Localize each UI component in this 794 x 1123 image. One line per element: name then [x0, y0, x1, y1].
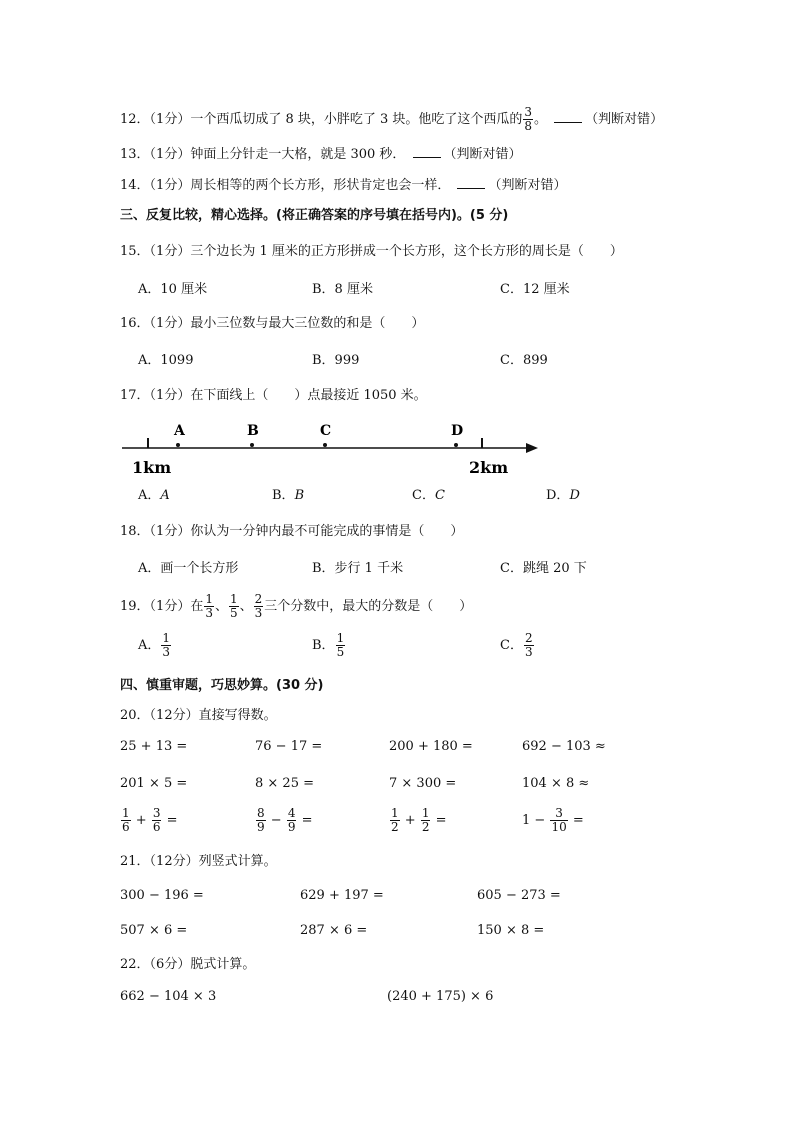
point-a [176, 443, 180, 447]
fraction: $\frac{3}{6}$ [152, 806, 161, 834]
calc-item: 150 × 8 = [477, 923, 545, 938]
judge-hint: （判断对错） [443, 147, 522, 162]
fraction: $\frac{1}{2}$ [421, 806, 430, 834]
question-19: 19．（1分）在 $\frac{1}{3}$ 、 $\frac{1}{5}$ 、 $\frac{2}{3}$ 三个分数中，最大的分数是（ ） [120, 592, 473, 620]
calc-item: $\frac{1}{6}$ + $\frac{3}{6}$ = [122, 806, 178, 834]
option-c[interactable]: C． $\frac{2}{3}$ [500, 631, 533, 659]
answer-blank[interactable] [554, 110, 582, 123]
option-a[interactable]: A． $\frac{1}{3}$ [138, 631, 171, 659]
option-c[interactable]: C．899 [500, 353, 548, 368]
calc-item: 200 + 180 = [389, 739, 473, 754]
calc-item: 692 − 103 ≈ [522, 739, 606, 754]
answer-blank[interactable] [413, 145, 441, 158]
calc-item: 25 + 13 = [120, 739, 188, 754]
fraction: $\frac{1}{3}$ [162, 631, 171, 659]
section-4-heading: 四、慎重审题，巧思妙算。(30 分) [120, 678, 324, 693]
section-3-heading: 三、反复比较，精心选择。(将正确答案的序号填在括号内)。(5 分) [120, 208, 509, 223]
option-c[interactable]: C．C [412, 488, 445, 503]
question-12: 12．（1分）一个西瓜切成了 8 块，小胖吃了 3 块。他吃了这个西瓜的 $\frac{3}{8}$ 。 （判断对错） [120, 105, 664, 133]
fraction: $\frac{2}{3}$ [254, 592, 263, 620]
point-d-label: D [451, 423, 464, 439]
question-13-text: 13．（1分）钟面上分针走一大格，就是 300 秒． [120, 147, 406, 162]
calc-item: $\frac{8}{9}$ − $\frac{4}{9}$ = [257, 806, 313, 834]
question-16-text: 16．（1分）最小三位数与最大三位数的和是（ ） [120, 316, 425, 331]
option-b[interactable]: B．步行 1 千米 [312, 561, 404, 576]
fraction: $\frac{3}{8}$ [524, 105, 533, 133]
point-c [323, 443, 327, 447]
fraction: $\frac{1}{6}$ [122, 806, 130, 834]
question-17-text: 17．（1分）在下面线上（ ）点最接近 1050 米。 [120, 388, 427, 403]
option-a[interactable]: A．画一个长方形 [138, 561, 239, 576]
fraction: $\frac{1}{5}$ [229, 592, 238, 620]
fraction: $\frac{1}{2}$ [391, 806, 399, 834]
question-12-text: 12．（1分）一个西瓜切成了 8 块，小胖吃了 3 块。他吃了这个西瓜的 [120, 112, 523, 127]
calc-item: 8 × 25 = [255, 776, 314, 791]
calc-item: 201 × 5 = [120, 776, 188, 791]
option-a[interactable]: A．10 厘米 [138, 282, 208, 297]
start-label: 1km [132, 458, 172, 477]
option-d[interactable]: D．D [546, 488, 580, 503]
calc-item: 7 × 300 = [389, 776, 457, 791]
calc-item: (240 + 175) × 6 [387, 989, 494, 1004]
judge-hint: （判断对错） [585, 112, 664, 127]
point-c-label: C [320, 423, 332, 439]
fraction: $\frac{3}{10}$ [551, 806, 567, 834]
calc-item: 605 − 273 = [477, 888, 561, 903]
calc-item: 507 × 6 = [120, 923, 188, 938]
option-b[interactable]: B．999 [312, 353, 360, 368]
question-14 [120, 176, 566, 195]
fraction: $\frac{1}{5}$ [336, 631, 345, 659]
option-a[interactable]: A．A [138, 488, 170, 503]
option-a[interactable]: A．1099 [138, 353, 194, 368]
fraction: $\frac{1}{3}$ [205, 592, 213, 620]
calc-item: 287 × 6 = [300, 923, 368, 938]
question-15-text: 15．（1分）三个边长为 1 厘米的正方形拼成一个长方形，这个长方形的周长是（ ） [120, 244, 623, 259]
point-b-label: B [247, 423, 259, 439]
fraction: $\frac{8}{9}$ [257, 806, 265, 834]
fraction: $\frac{2}{3}$ [524, 631, 533, 659]
calc-item: 300 − 196 = [120, 888, 204, 903]
calc-item: 629 + 197 = [300, 888, 384, 903]
calc-item: 76 − 17 = [255, 739, 323, 754]
calc-item: $\frac{1}{2}$ + $\frac{1}{2}$ = [391, 806, 447, 834]
point-b [250, 443, 254, 447]
question-22-text: 22．（6分）脱式计算。 [120, 957, 256, 972]
option-b[interactable]: B．B [272, 488, 305, 503]
option-b[interactable]: B． $\frac{1}{5}$ [312, 631, 345, 659]
arrow-head [526, 443, 538, 453]
judge-hint: （判断对错） [488, 178, 567, 193]
question-18-text: 18．（1分）你认为一分钟内最不可能完成的事情是（ ） [120, 524, 464, 539]
answer-blank[interactable] [457, 176, 485, 189]
calc-item: 1 − $\frac{3}{10}$ = [522, 806, 584, 834]
fraction: $\frac{4}{9}$ [287, 806, 296, 834]
end-label: 2km [469, 458, 509, 477]
question-21-text: 21．（12分）列竖式计算。 [120, 854, 277, 869]
calc-item: 104 × 8 ≈ [522, 776, 590, 791]
point-a-label: A [174, 423, 185, 439]
option-b[interactable]: B．8 厘米 [312, 282, 373, 297]
question-20-text: 20．（12分）直接写得数。 [120, 708, 277, 723]
question-14-text: 14．（1分）周长相等的两个长方形，形状肯定也会一样． [120, 178, 451, 193]
calc-item: 662 − 104 × 3 [120, 989, 217, 1004]
option-c[interactable]: C．跳绳 20 下 [500, 561, 587, 576]
point-d [454, 443, 458, 447]
number-line-diagram [118, 418, 548, 480]
question-13 [120, 145, 522, 164]
option-c[interactable]: C．12 厘米 [500, 282, 570, 297]
